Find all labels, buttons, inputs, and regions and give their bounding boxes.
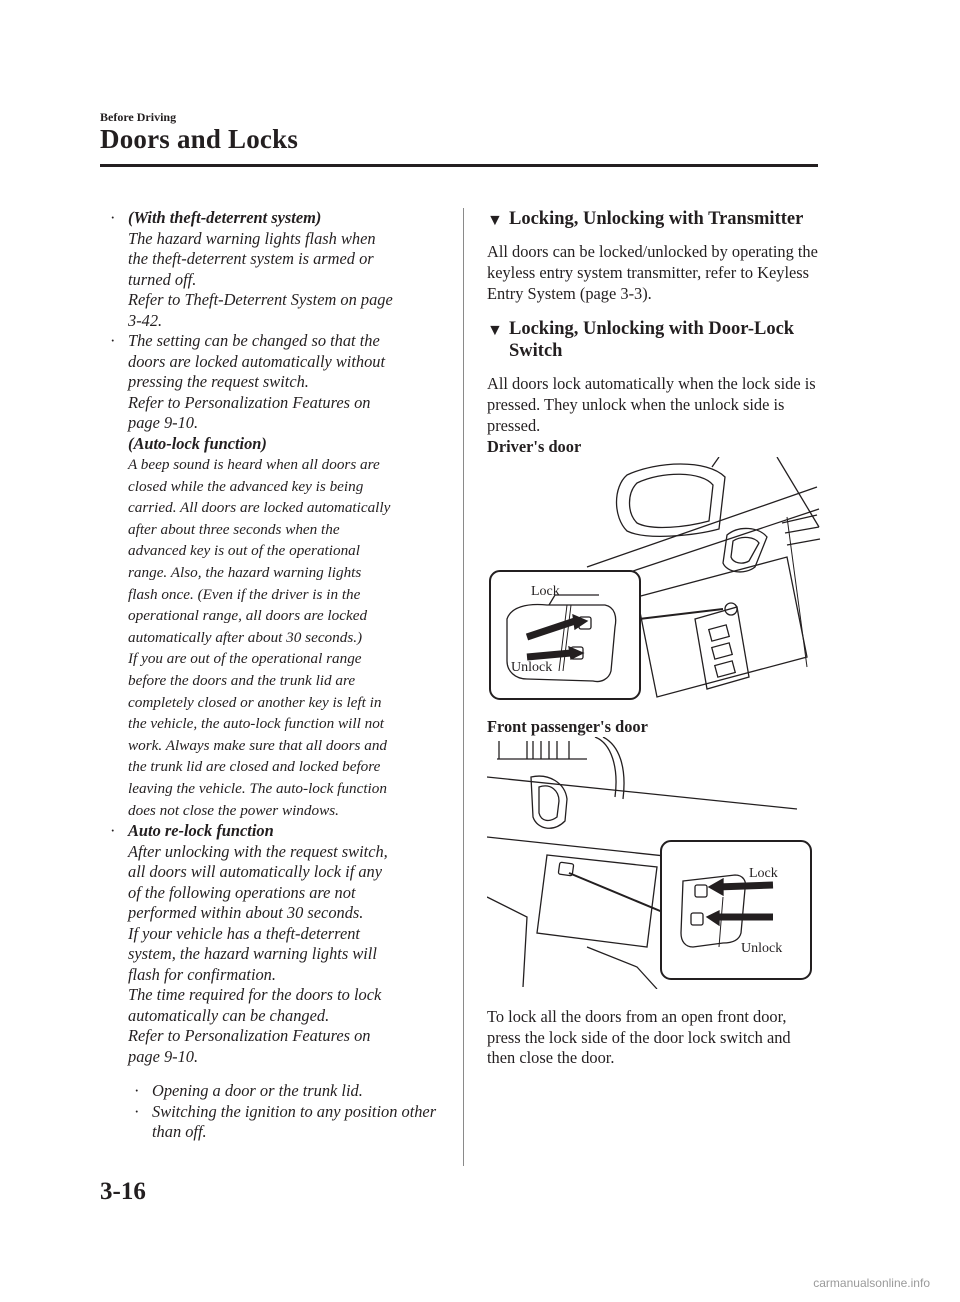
text-line: page 9-10.	[128, 1046, 199, 1066]
text-line: The hazard warning lights flash when	[128, 228, 376, 248]
spacer	[108, 1067, 448, 1081]
text-line: page 9-10.	[128, 413, 199, 432]
page-title: Doors and Locks	[100, 124, 299, 154]
text-line: Refer to Personalization Features on	[128, 392, 371, 412]
section-heading-transmitter	[487, 208, 822, 230]
text-line: pressing the request switch.	[128, 372, 309, 391]
passenger-door-illustration	[487, 737, 822, 989]
auto-lock-detail	[128, 454, 448, 821]
figure-caption-drivers-door: Driver's door	[487, 436, 582, 456]
text-line: the trunk lid are closed and locked before	[128, 758, 381, 776]
unlock-label: Unlock	[741, 940, 783, 956]
door-lock-switch-paragraph: All doors lock automatically when the lock side is pressed. They unlock when the unlock side is pressed.	[487, 374, 816, 435]
text-line: automatically after about 30 seconds.)	[128, 628, 363, 646]
text-line: The setting can be changed so that the	[128, 331, 380, 350]
text-line: Refer to Personalization Features on	[128, 1026, 371, 1046]
section-heading-door-lock-switch	[487, 318, 822, 362]
right-column	[487, 208, 822, 1083]
text-line: The time required for the doors to lock	[128, 985, 382, 1005]
heading-text: Locking, Unlocking with Transmitter	[509, 209, 804, 229]
text-line: leaving the vehicle. The auto-lock function	[128, 779, 387, 797]
list-item-auto-relock	[108, 821, 448, 1067]
heading-text: Locking, Unlocking with Door-Lock Switch	[509, 319, 795, 362]
bullet-icon: ·	[110, 821, 116, 841]
text-line: after about three seconds when the	[128, 520, 340, 538]
transmitter-paragraph: All doors can be locked/unlocked by operating the keyless entry system transmitter, refer to Keyless Entry System (page 3-3).	[487, 242, 818, 303]
text-line: carried. All doors are locked automatically	[128, 499, 391, 517]
page-number: 3-16	[100, 1178, 146, 1205]
column-divider	[463, 208, 464, 1166]
text-line: the theft-deterrent system is armed or	[128, 249, 374, 268]
sub-item-opening	[108, 1081, 448, 1102]
text-line: Refer to Theft-Deterrent System on page	[128, 290, 393, 309]
section-label: Before Driving	[100, 110, 177, 124]
triangle-marker-icon: ▼	[487, 322, 503, 340]
text-line: of the following operations are not	[128, 882, 356, 902]
text-line: performed within about 30 seconds.	[128, 903, 364, 923]
text-line: A beep sound is heard when all doors are	[128, 456, 380, 473]
text-line: flash for confirmation.	[128, 964, 276, 984]
closing-paragraph: To lock all the doors from an open front door, press the lock side of the door lock switch and then close the door.	[487, 1006, 791, 1068]
text-line: 3-42.	[128, 310, 163, 330]
sub-item-text: Opening a door or the trunk lid.	[152, 1081, 363, 1101]
unlock-label: Unlock	[511, 659, 553, 675]
text-line: After unlocking with the request switch,	[128, 841, 388, 861]
text-line: closed while the advanced key is being	[128, 477, 364, 495]
text-line: flash once. (Even if the driver is in the	[128, 585, 361, 603]
text-line: doors are locked automatically without	[128, 351, 386, 371]
item-label: (With theft-deterrent system)	[128, 208, 322, 227]
item-subheading: (Auto-lock function)	[128, 433, 267, 453]
text-line: does not close the power windows.	[128, 801, 339, 819]
bullet-icon: ·	[110, 331, 116, 350]
text-line: advanced key is out of the operational	[128, 542, 360, 560]
text-line: operational range, all doors are locked	[128, 607, 368, 625]
passenger-door-svg	[487, 737, 822, 989]
text-line: range. Also, the hazard warning lights	[128, 563, 362, 581]
item-label: Auto re-lock function	[128, 821, 274, 841]
text-line: completely closed or another key is left in	[128, 693, 382, 711]
text-line: system, the hazard warning lights will	[128, 944, 377, 964]
lock-label: Lock	[749, 865, 778, 881]
bullet-icon: ·	[134, 1081, 140, 1101]
text-line: If your vehicle has a theft-deterrent	[128, 923, 360, 943]
text-line: before the doors and the trunk lid are	[128, 671, 356, 689]
sub-item-text: Switching the ignition to any position other than off.	[152, 1101, 437, 1142]
bullet-icon: ·	[110, 208, 116, 227]
figure-caption-passenger-door: Front passenger's door	[487, 716, 648, 736]
bullet-icon: ·	[134, 1101, 140, 1121]
text-line: work. Always make sure that all doors and	[128, 736, 388, 754]
triangle-marker-icon: ▼	[487, 212, 503, 229]
watermark: carmanualsonline.info	[813, 1276, 930, 1290]
left-column	[108, 208, 448, 1143]
text-line: all doors will automatically lock if any	[128, 862, 383, 882]
drivers-door-illustration	[487, 457, 822, 713]
title-rule	[100, 164, 818, 167]
lock-label: Lock	[531, 583, 560, 599]
text-line: the vehicle, the auto-lock function will not	[128, 715, 385, 733]
text-line: automatically can be changed.	[128, 1005, 330, 1025]
text-line: turned off.	[128, 269, 197, 289]
list-item-auto-lock	[108, 331, 448, 821]
text-line: If you are out of the operational range	[128, 650, 362, 668]
sub-item-ignition	[108, 1102, 448, 1143]
drivers-door-svg	[487, 457, 822, 713]
list-item-theft-deterrent	[108, 208, 448, 331]
